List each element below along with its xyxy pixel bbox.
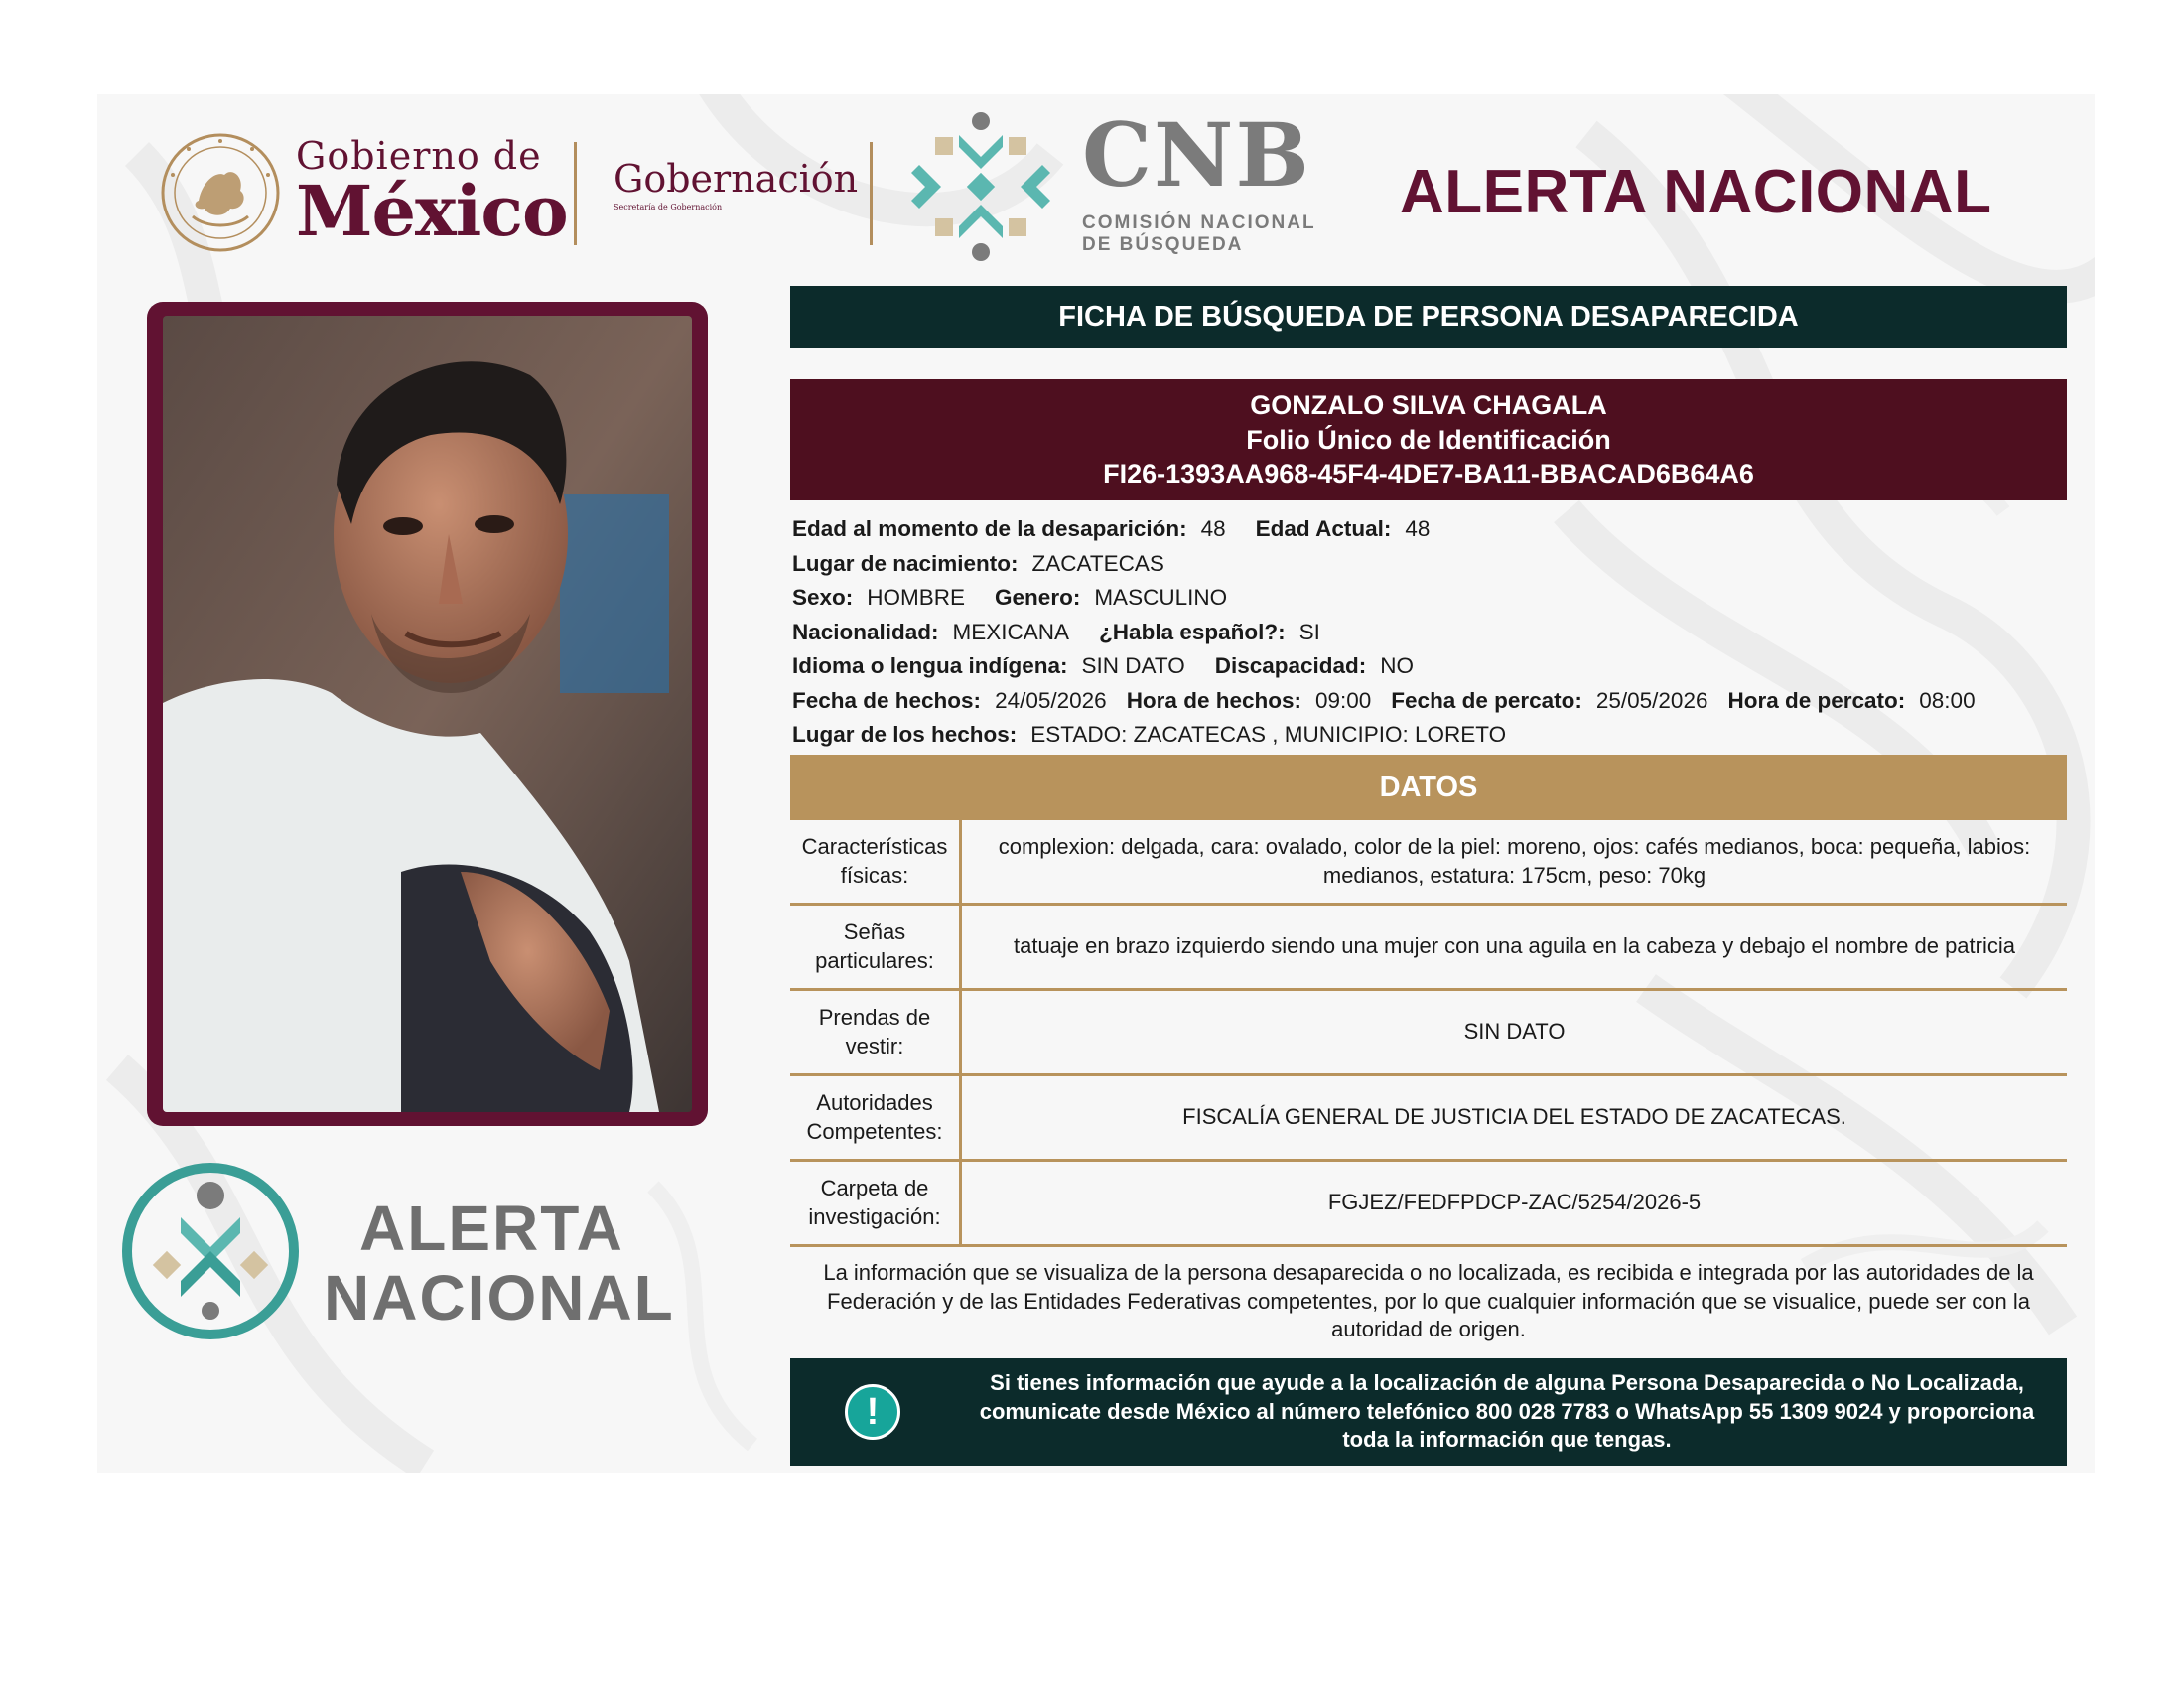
ficha-title-bar: FICHA DE BÚSQUEDA DE PERSONA DESAPARECIDA <box>790 286 2067 348</box>
info-row-sexo <box>790 581 2067 616</box>
hora-percato-label: Hora de percato: <box>1727 687 1906 713</box>
datos-row-label: Carpeta de investigación: <box>790 1162 962 1244</box>
info-row-idioma <box>790 649 2067 684</box>
datos-header: DATOS <box>790 755 2067 820</box>
lugar-nacimiento-value: ZACATECAS <box>1031 550 1164 576</box>
contact-text: Si tienes información que ayude a la localización de alguna Persona Desaparecida o No Localizada, comunicate desde México al número telefónico 800 028 7783 o WhatsApp 55 1309 9024 y proporciona toda la información que tengas. <box>979 1370 2035 1453</box>
edad-desaparicion-label: Edad al momento de la desaparición: <box>792 516 1187 542</box>
datos-table <box>790 820 2067 1247</box>
alerta-nacional-wordmark <box>324 1193 675 1334</box>
hora-percato-value: 08:00 <box>1919 687 1976 713</box>
cnb-title: CNB <box>1082 103 1311 207</box>
habla-espanol-value: SI <box>1298 619 1320 644</box>
info-row-lugar-hechos <box>790 718 2067 753</box>
alerta-nacional-logo-icon <box>119 1160 302 1342</box>
genero-label: Genero: <box>995 585 1081 611</box>
info-row-nacimiento <box>790 547 2067 582</box>
sexo-value: HOMBRE <box>867 585 966 611</box>
header-divider <box>870 142 873 245</box>
gobernacion-logo <box>614 157 858 211</box>
idioma-label: Idioma o lengua indígena: <box>792 653 1068 679</box>
header-divider <box>574 142 577 245</box>
idioma-value: SIN DATO <box>1081 653 1185 679</box>
gobierno-de-mexico-logo <box>296 134 568 252</box>
contact-bar <box>790 1358 2067 1466</box>
info-row-edad <box>790 512 2067 547</box>
datos-row-label: Características físicas: <box>790 820 962 903</box>
cnb-logo-icon <box>901 107 1060 266</box>
datos-row <box>790 1162 2067 1247</box>
national-seal-icon <box>159 131 282 254</box>
gobernacion-title: Gobernación <box>614 157 859 201</box>
folio-number: FI26-1393AA968-45F4-4DE7-BA11-BBACAD6B64A6 <box>1103 459 1754 490</box>
edad-desaparicion-value: 48 <box>1200 516 1226 542</box>
sexo-label: Sexo: <box>792 585 854 611</box>
fecha-hechos-value: 24/05/2026 <box>995 687 1107 713</box>
header <box>0 0 2184 255</box>
datos-row <box>790 820 2067 906</box>
hora-hechos-value: 09:00 <box>1314 687 1372 713</box>
lugar-nacimiento-label: Lugar de nacimiento: <box>792 550 1019 576</box>
datos-row-label: Prendas de vestir: <box>790 991 962 1073</box>
datos-row-label: Autoridades Competentes: <box>790 1076 962 1159</box>
lugar-hechos-value: ESTADO: ZACATECAS , MUNICIPIO: LORETO <box>1030 722 1507 748</box>
info-row-nacionalidad <box>790 616 2067 650</box>
datos-row-value: FISCALÍA GENERAL DE JUSTICIA DEL ESTADO DE ZACATECAS. <box>1182 1104 1846 1130</box>
cnb-subtitle-2: DE BÚSQUEDA <box>1082 233 1244 255</box>
nacionalidad-label: Nacionalidad: <box>792 619 939 644</box>
person-info <box>790 512 2067 753</box>
gobierno-line2: México <box>296 170 568 252</box>
alerta-word: ALERTA <box>359 1193 624 1264</box>
genero-value: MASCULINO <box>1094 585 1228 611</box>
exclamation-icon: ! <box>845 1384 900 1440</box>
datos-row <box>790 1076 2067 1162</box>
lugar-hechos-label: Lugar de los hechos: <box>792 722 1018 748</box>
hora-hechos-label: Hora de hechos: <box>1126 687 1301 713</box>
datos-row-value: FGJEZ/FEDFPDCP-ZAC/5254/2026-5 <box>1327 1190 1702 1215</box>
alerta-nacional-title: ALERTA NACIONAL <box>1400 158 1992 226</box>
edad-actual-label: Edad Actual: <box>1255 516 1392 542</box>
cnb-subtitle-1: COMISIÓN NACIONAL <box>1082 212 1316 233</box>
discapacidad-value: NO <box>1380 653 1415 679</box>
person-name: GONZALO SILVA CHAGALA <box>1250 390 1607 421</box>
datos-row-value: SIN DATO <box>1463 1019 1566 1045</box>
discapacidad-label: Discapacidad: <box>1214 653 1367 679</box>
nacionalidad-value: MEXICANA <box>952 619 1070 644</box>
fecha-percato-value: 25/05/2026 <box>1595 687 1708 713</box>
datos-row-value: tatuaje en brazo izquierdo siendo una mujer con una aguila en la cabeza y debajo el nombre de patricia <box>1013 933 2015 959</box>
edad-actual-value: 48 <box>1405 516 1431 542</box>
gobernacion-subtitle: Secretaría de Gobernación <box>614 203 723 211</box>
datos-row-value: complexion: delgada, cara: ovalado, color de la piel: moreno, ojos: cafés medianos, boca: pequeña, labios: medianos, estatura: 175cm, peso: 70kg <box>998 833 2031 888</box>
nacional-word: NACIONAL <box>324 1262 675 1334</box>
person-photo-frame <box>147 302 708 1126</box>
folio-label: Folio Único de Identificación <box>1246 424 1611 455</box>
fecha-hechos-label: Fecha de hechos: <box>792 687 982 713</box>
person-identity-box <box>790 379 2067 500</box>
person-photo <box>163 316 692 1112</box>
gobierno-line1: Gobierno de <box>296 134 542 178</box>
datos-row-label: Señas particulares: <box>790 906 962 988</box>
datos-row <box>790 906 2067 991</box>
datos-row <box>790 991 2067 1076</box>
info-row-fechas <box>790 684 2067 719</box>
disclaimer-text: La información que se visualiza de la persona desaparecida o no localizada, es recibida e integrada por las autoridades de la Federación y de las Entidades Federativas competentes, por lo que cualquier información que se visualice, puede ser con la autoridad de origen. <box>823 1260 2034 1342</box>
fecha-percato-label: Fecha de percato: <box>1391 687 1582 713</box>
habla-espanol-label: ¿Habla español?: <box>1099 619 1286 644</box>
cnb-wordmark <box>1082 103 1316 256</box>
